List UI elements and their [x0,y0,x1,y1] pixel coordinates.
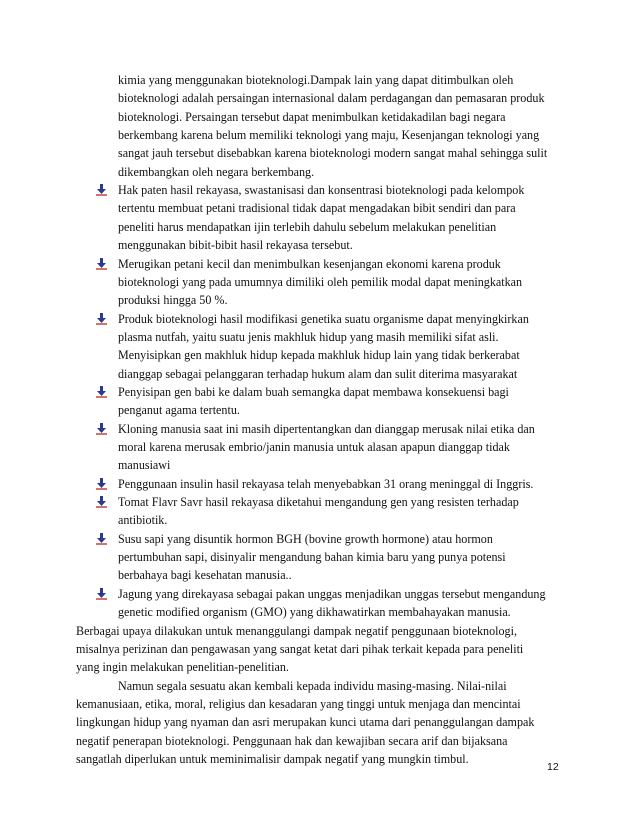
bullet-item-line: Jagung yang direkayasa sebagai pakan unggas menjadikan unggas tersebut mengandung [118,586,546,601]
paragraph-line: yang ingin melakukan penelitian-penelitian. [76,660,289,675]
paragraph-line: sangatlah diperlukan untuk meminimalisir dampak negatif yang mungkin timbul. [76,751,469,766]
arrow-bullet-icon [95,495,108,508]
arrow-bullet-icon [95,385,108,398]
arrow-bullet-icon [95,587,108,600]
bullet-item-line: Merugikan petani kecil dan menimbulkan kesenjangan ekonomi karena produk [118,256,501,271]
paragraph-line: Namun segala sesuatu akan kembali kepada individu masing-masing. Nilai-nilai [118,678,507,693]
paragraph-line: lingkungan hidup yang nyaman dan asri merupakan kunci utama dari penanggulangan dampak [76,715,535,730]
continuation-line: dikembangkan oleh negara berkembang. [118,164,315,179]
bullet-item-line: moral karena merusak embrio/janin manusia untuk alasan apapun dianggap tidak [118,440,510,454]
arrow-bullet-icon [95,183,108,196]
paragraph-line: misalnya perizinan dan pengawasan yang sangat ketat dari pihak terkait kepada para peneliti [76,641,524,656]
arrow-bullet-icon [95,312,108,325]
bullet-item-line: antibiotik. [118,513,168,528]
bullet-item-line: bioteknologi yang pada umumnya dimiliki oleh pemilik modal dapat meningkatkan [118,274,523,289]
continuation-line: bioteknologi adalah persaingan internasional dalam perdagangan dan pemasaran produk [118,91,545,106]
bullet-item-line: pertumbuhan sapi, disinyalir mengandung bahan kimia baru yang punya potensi [118,550,506,565]
arrow-bullet-icon [95,257,108,270]
bullet-item-line: Hak paten hasil rekayasa, swastanisasi dan konsentrasi bioteknologi pada kelompok [118,183,525,198]
continuation-line: sangat jauh tersebut disebabkan karena bioteknologi modern sangat mahal sehingga sulit [118,146,548,161]
arrow-bullet-icon [95,422,108,435]
bullet-item-line: Penyisipan gen babi ke dalam buah semangka dapat membawa konsekuensi bagi [118,384,509,399]
arrow-bullet-icon [95,532,108,545]
bullet-item-line: tertentu membuat petani tradisional tidak dapat mengadakan bibit sendiri dan para [118,201,516,216]
bullet-item-line: Menyisipkan gen makhluk hidup kepada makhluk hidup lain yang tidak berkerabat [118,348,520,363]
bullet-item-line: peneliti harus mendapatkan ijin terlebih dahulu sebelum melakukan penelitian [118,219,497,234]
bullet-item-line: manusiawi [118,458,171,473]
bullet-item-line: Susu sapi yang disuntik hormon BGH (bovine growth hormone) atau hormon [118,531,493,546]
paragraph-line: negatif penerapan bioteknologi. Penggunaan hak dan kewajiban secara arif dan bijaksana [76,733,508,748]
paragraph-line: kemanusiaan, etika, moral, religius dan kesadaran yang tinggi untuk menjaga dan mencintai [76,696,521,711]
arrow-bullet-icon [95,477,108,490]
bullet-item-line: Produk bioteknologi hasil modifikasi genetika suatu organisme dapat menyingkirkan [118,311,529,326]
continuation-line: kimia yang menggunakan bioteknologi.Dampak lain yang dapat ditimbulkan oleh [118,73,514,87]
paragraph-line: Berbagai upaya dilakukan untuk menanggulangi dampak negatif penggunaan bioteknologi, [76,623,517,638]
bullet-item-line: genetic modified organism (GMO) yang dikhawatirkan membahayakan manusia. [118,605,511,620]
bullet-item-line: penganut agama tertentu. [118,403,240,418]
continuation-line: bioteknologi. Persaingan tersebut dapat menimbulkan ketidakadilan bagi negara [118,109,506,124]
bullet-item-line: Penggunaan insulin hasil rekayasa telah menyebabkan 31 orang meninggal di Inggris. [118,476,534,491]
continuation-line: berkembang karena belum memiliki teknologi yang maju, Kesenjangan teknologi yang [118,128,540,143]
bullet-item-line: berbahaya bagi kesehatan manusia.. [118,568,292,583]
bullet-item-line: plasma nutfah, yaitu suatu jenis makhluk hidup yang masih memiliki sifat asli. [118,329,499,344]
bullet-item-line: Tomat Flavr Savr hasil rekayasa diketahui mengandung gen yang resisten terhadap [118,495,519,510]
bullet-item-line: produksi hingga 50 %. [118,293,228,308]
bullet-item-line: menggunakan bibit-bibit hasil rekayasa tersebut. [118,238,353,253]
bullet-item-line: dianggap sebagai pelanggaran terhadap hukum alam dan sulit diterima masyarakat [118,366,518,381]
page-number: 12 [547,761,559,773]
bullet-item-line: Kloning manusia saat ini masih dipertentangkan dan dianggap merusak nilai etika dan [118,421,535,436]
